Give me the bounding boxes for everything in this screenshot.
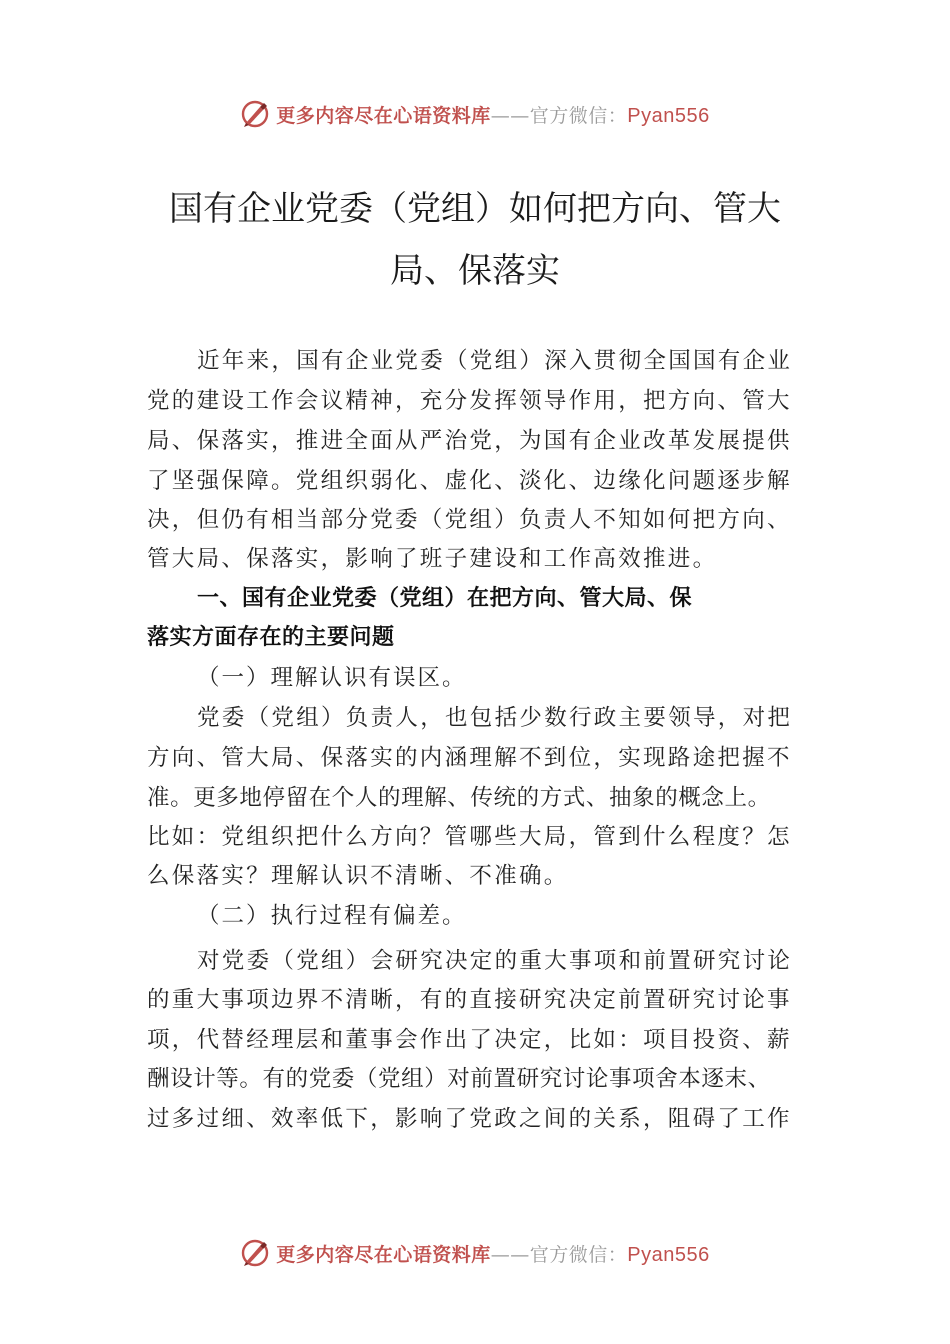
paragraph-2-line: 么保落实？理解认识不清晰、不准确。 [147, 863, 569, 889]
banner-main-text: 更多内容尽在心语资料库 [276, 1243, 491, 1266]
paragraph-2-line: 比如：党组织把什么方向？管哪些大局，管到什么程度？怎 [147, 824, 792, 850]
paragraph-3-line: 过多过细、效率低下，影响了党政之间的关系，阻碍了工作 [147, 1106, 792, 1132]
paragraph-1-line: 近年来，国有企业党委（党组）深入贯彻全国国有企业 [197, 348, 793, 374]
paragraph-2-line: 准。更多地停留在个人的理解、传统的方式、抽象的概念上。 [147, 785, 771, 811]
banner-label: 官方微信： [529, 1243, 628, 1266]
paragraph-1-line: 了坚强保障。党组织弱化、虚化、淡化、边缘化问题逐步解 [147, 468, 792, 494]
paragraph-3-line: 对党委（党组）会研究决定的重大事项和前置研究讨论 [197, 948, 793, 974]
section-heading-line: 落实方面存在的主要问题 [147, 625, 395, 650]
banner-separator: —— [490, 104, 530, 127]
banner-separator: —— [490, 1243, 530, 1266]
banner-text [276, 101, 710, 128]
banner-wechat-id: Pyan556 [627, 104, 710, 127]
paragraph-1-line: 决，但仍有相当部分党委（党组）负责人不知如何把方向、 [147, 507, 792, 533]
paragraph-2-line: 方向、管大局、保落实的内涵理解不到位，实现路途把握不 [147, 745, 792, 771]
banner-text [276, 1240, 710, 1267]
paragraph-1-line: 局、保落实，推进全面从严治党，为国有企业改革发展提供 [147, 428, 792, 454]
subsection-heading: （一）理解认识有误区。 [197, 665, 467, 691]
pen-logo-icon [240, 99, 270, 129]
paragraph-2-line: 党委（党组）负责人，也包括少数行政主要领导，对把 [197, 705, 793, 731]
banner-label: 官方微信： [529, 104, 628, 127]
footer-banner [0, 1233, 950, 1273]
paragraph-3-line: 项，代替经理层和董事会作出了决定，比如：项目投资、薪 [147, 1027, 792, 1053]
pen-logo-icon [240, 1238, 270, 1268]
paragraph-1-line: 管大局、保落实，影响了班子建设和工作高效推进。 [147, 546, 718, 572]
section-heading-line: 一、国有企业党委（党组）在把方向、管大局、保 [197, 586, 693, 611]
document-title-line-2: 局、保落实 [390, 251, 560, 291]
paragraph-1-line: 党的建设工作会议精神，充分发挥领导作用，把方向、管大 [147, 388, 792, 414]
subsection-heading: （二）执行过程有偏差。 [197, 903, 467, 929]
paragraph-3-line: 酬设计等。有的党委（党组）对前置研究讨论事项舍本逐末、 [147, 1066, 771, 1092]
document-title-line-1: 国有企业党委（党组）如何把方向、管大 [169, 189, 781, 229]
banner-main-text: 更多内容尽在心语资料库 [276, 104, 491, 127]
paragraph-3-line: 的重大事项边界不清晰，有的直接研究决定前置研究讨论事 [147, 987, 792, 1013]
header-banner [0, 94, 950, 134]
banner-wechat-id: Pyan556 [627, 1243, 710, 1266]
